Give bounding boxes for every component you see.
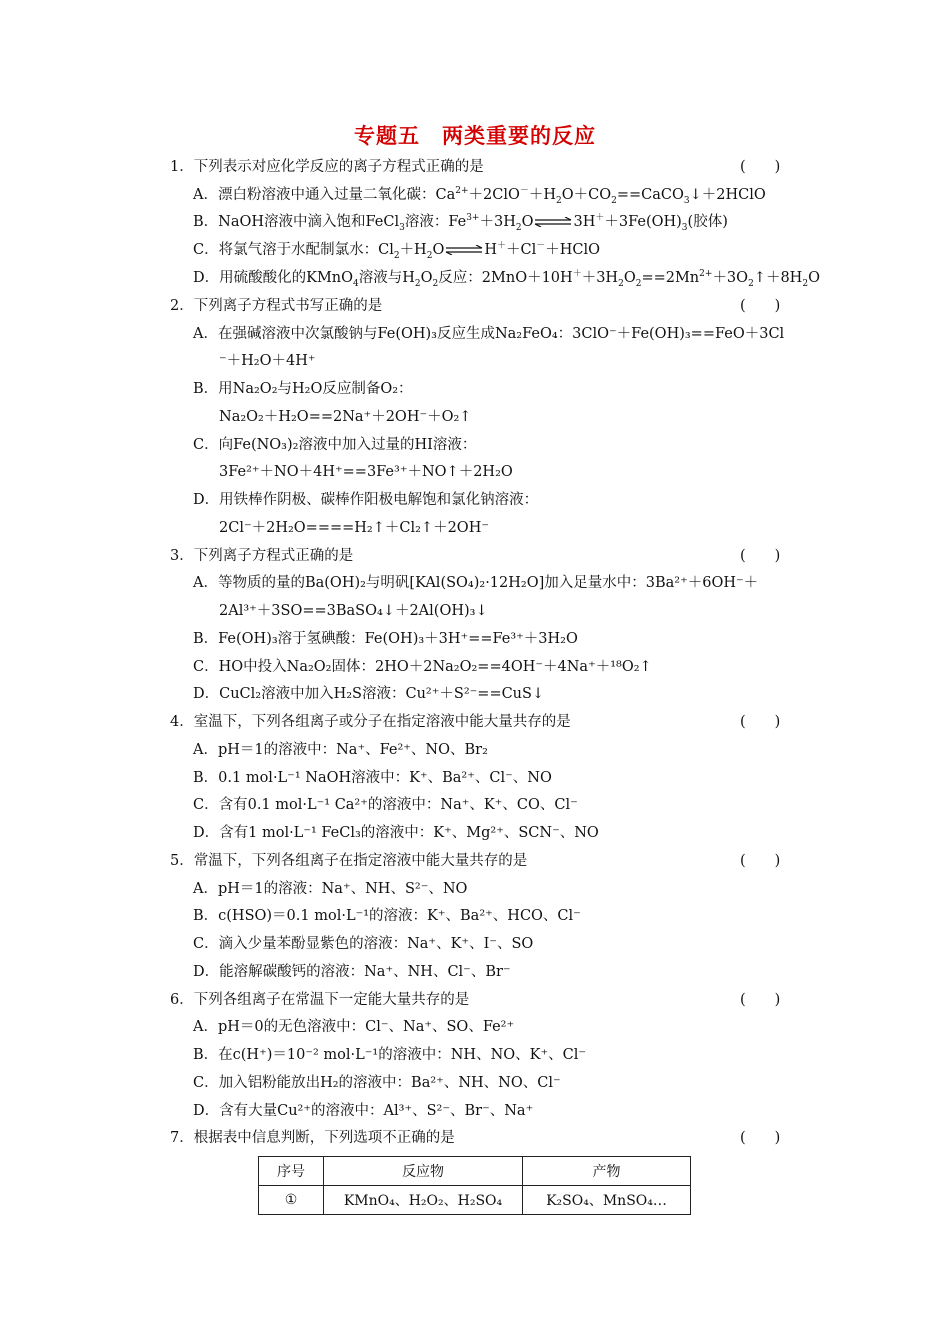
table-header-cell: 反应物 <box>324 1157 523 1186</box>
question-2-option-b-equation: Na₂O₂＋H₂O==2Na⁺＋2OH⁻＋O₂↑ <box>219 409 472 425</box>
page-title: 专题五 两类重要的反应 <box>354 123 596 148</box>
table-cell: KMnO₄、H₂O₂、H₂SO₄ <box>324 1186 523 1215</box>
answer-bracket-5: ( ) <box>740 853 781 869</box>
answer-bracket-6: ( ) <box>740 992 781 1008</box>
question-5-stem: 5．常温下，下列各组离子在指定溶液中能大量共存的是 <box>170 853 528 869</box>
answer-bracket-1: ( ) <box>740 159 781 175</box>
question-6-option-b: B．在c(H⁺)＝10⁻² mol·L⁻¹的溶液中：NH、NO、K⁺、Cl⁻ <box>193 1047 587 1063</box>
question-4-option-a: A．pH＝1的溶液中：Na⁺、Fe²⁺、NO、Br₂ <box>193 742 488 758</box>
question-5-option-b: B．c(HSO)＝0.1 mol·L⁻¹的溶液：K⁺、Ba²⁺、HCO、Cl⁻ <box>193 908 581 924</box>
question-1-option-b: B．NaOH溶液中滴入饱和FeCl$_3$溶液：$Fe^{3+}+3H_2O$ $3H^++3Fe(OH)_3$(胶体) <box>193 213 728 233</box>
reversible-arrow-icon <box>445 245 483 255</box>
question-5-option-d: D．能溶解碳酸钙的溶液：Na⁺、NH、Cl⁻、Br⁻ <box>193 964 511 980</box>
question-3-option-d: D．CuCl₂溶液中加入H₂S溶液：Cu²⁺＋S²⁻==CuS↓ <box>193 686 545 702</box>
table-cell: K₂SO₄、MnSO₄… <box>523 1186 691 1215</box>
answer-bracket-4: ( ) <box>740 714 781 730</box>
question-3-option-a-cont: 2Al³⁺＋3SO==3BaSO₄↓＋2Al(OH)₃↓ <box>219 603 488 619</box>
table-header-cell: 序号 <box>259 1157 324 1186</box>
question-6-stem: 6．下列各组离子在常温下一定能大量共存的是 <box>170 992 470 1008</box>
question-5-option-c: C．滴入少量苯酚显紫色的溶液：Na⁺、K⁺、I⁻、SO <box>193 936 534 952</box>
question-1-option-d: D．用硫酸酸化的KMnO$_4$溶液与$H_2O_2$反应：$2MnO+10H^++3H_2O_2==2Mn^{2+}+3O_2↑+8H_2O$ <box>193 269 820 289</box>
question-1-stem: 1．下列表示对应化学反应的离子方程式正确的是 <box>170 159 484 175</box>
question-2-option-d: D．用铁棒作阴极、碳棒作阳极电解饱和氯化钠溶液： <box>193 492 539 508</box>
question-4-option-b: B．0.1 mol·L⁻¹ NaOH溶液中：K⁺、Ba²⁺、Cl⁻、NO <box>193 770 552 786</box>
table-row <box>259 1186 691 1215</box>
question-1-option-c: C．将氯气溶于水配制氯水：$Cl_2+H_2O$ H＋＋Cl－＋HClO <box>193 241 601 261</box>
answer-bracket-3: ( ) <box>740 548 781 564</box>
reversible-arrow-icon <box>534 217 572 227</box>
question-4-stem: 4．室温下，下列各组离子或分子在指定溶液中能大量共存的是 <box>170 714 571 730</box>
question-3-option-b: B．Fe(OH)₃溶于氢碘酸：Fe(OH)₃＋3H⁺==Fe³⁺＋3H₂O <box>193 631 578 647</box>
question-2-option-c: C．向Fe(NO₃)₂溶液中加入过量的HI溶液： <box>193 437 477 453</box>
question-6-option-a: A．pH＝0的无色溶液中：Cl⁻、Na⁺、SO、Fe²⁺ <box>193 1019 515 1035</box>
question-2-option-b: B．用Na₂O₂与H₂O反应制备O₂： <box>193 381 413 397</box>
question-2-option-c-equation: 3Fe²⁺＋NO＋4H⁺==3Fe³⁺＋NO↑＋2H₂O <box>219 464 513 480</box>
question-2-option-a: A．在强碱溶液中次氯酸钠与Fe(OH)₃反应生成Na₂FeO₄：3ClO⁻＋Fe(OH)₃==FeO＋3Cl <box>193 326 785 342</box>
question-4-option-d: D．含有1 mol·L⁻¹ FeCl₃的溶液中：K⁺、Mg²⁺、SCN⁻、NO <box>193 825 599 841</box>
question-4-option-c: C．含有0.1 mol·L⁻¹ Ca²⁺的溶液中：Na⁺、K⁺、CO、Cl⁻ <box>193 797 578 813</box>
question-6-option-c: C．加入铝粉能放出H₂的溶液中：Ba²⁺、NH、NO、Cl⁻ <box>193 1075 561 1091</box>
table-header-cell: 产物 <box>523 1157 691 1186</box>
question-1-option-a: A．漂白粉溶液中通入过量二氧化碳：$Ca^{2+}+2ClO^-+H_2O+CO_2==CaCO_3↓+2HClO$ <box>193 186 766 206</box>
table-header-row <box>259 1157 691 1186</box>
reaction-info-table <box>258 1156 691 1215</box>
question-2-option-d-equation: 2Cl⁻＋2H₂O====H₂↑＋Cl₂↑＋2OH⁻ <box>219 520 489 536</box>
question-3-option-a: A．等物质的量的Ba(OH)₂与明矾[KAl(SO₄)₂·12H₂O]加入足量水中：3Ba²⁺＋6OH⁻＋ <box>193 575 759 591</box>
answer-bracket-2: ( ) <box>740 298 781 314</box>
answer-bracket-7: ( ) <box>740 1130 781 1146</box>
question-5-option-a: A．pH＝1的溶液：Na⁺、NH、S²⁻、NO <box>193 881 468 897</box>
table-cell: ① <box>259 1186 324 1215</box>
question-3-option-c: C．HO中投入Na₂O₂固体：2HO＋2Na₂O₂==4OH⁻＋4Na⁺＋¹⁸O₂↑ <box>193 659 652 675</box>
question-3-stem: 3．下列离子方程式正确的是 <box>170 548 354 564</box>
question-2-stem: 2．下列离子方程式书写正确的是 <box>170 298 383 314</box>
question-6-option-d: D．含有大量Cu²⁺的溶液中：Al³⁺、S²⁻、Br⁻、Na⁺ <box>193 1103 534 1119</box>
question-7-stem: 7．根据表中信息判断，下列选项不正确的是 <box>170 1130 455 1146</box>
question-2-option-a-cont: ⁻＋H₂O＋4H⁺ <box>219 353 316 369</box>
